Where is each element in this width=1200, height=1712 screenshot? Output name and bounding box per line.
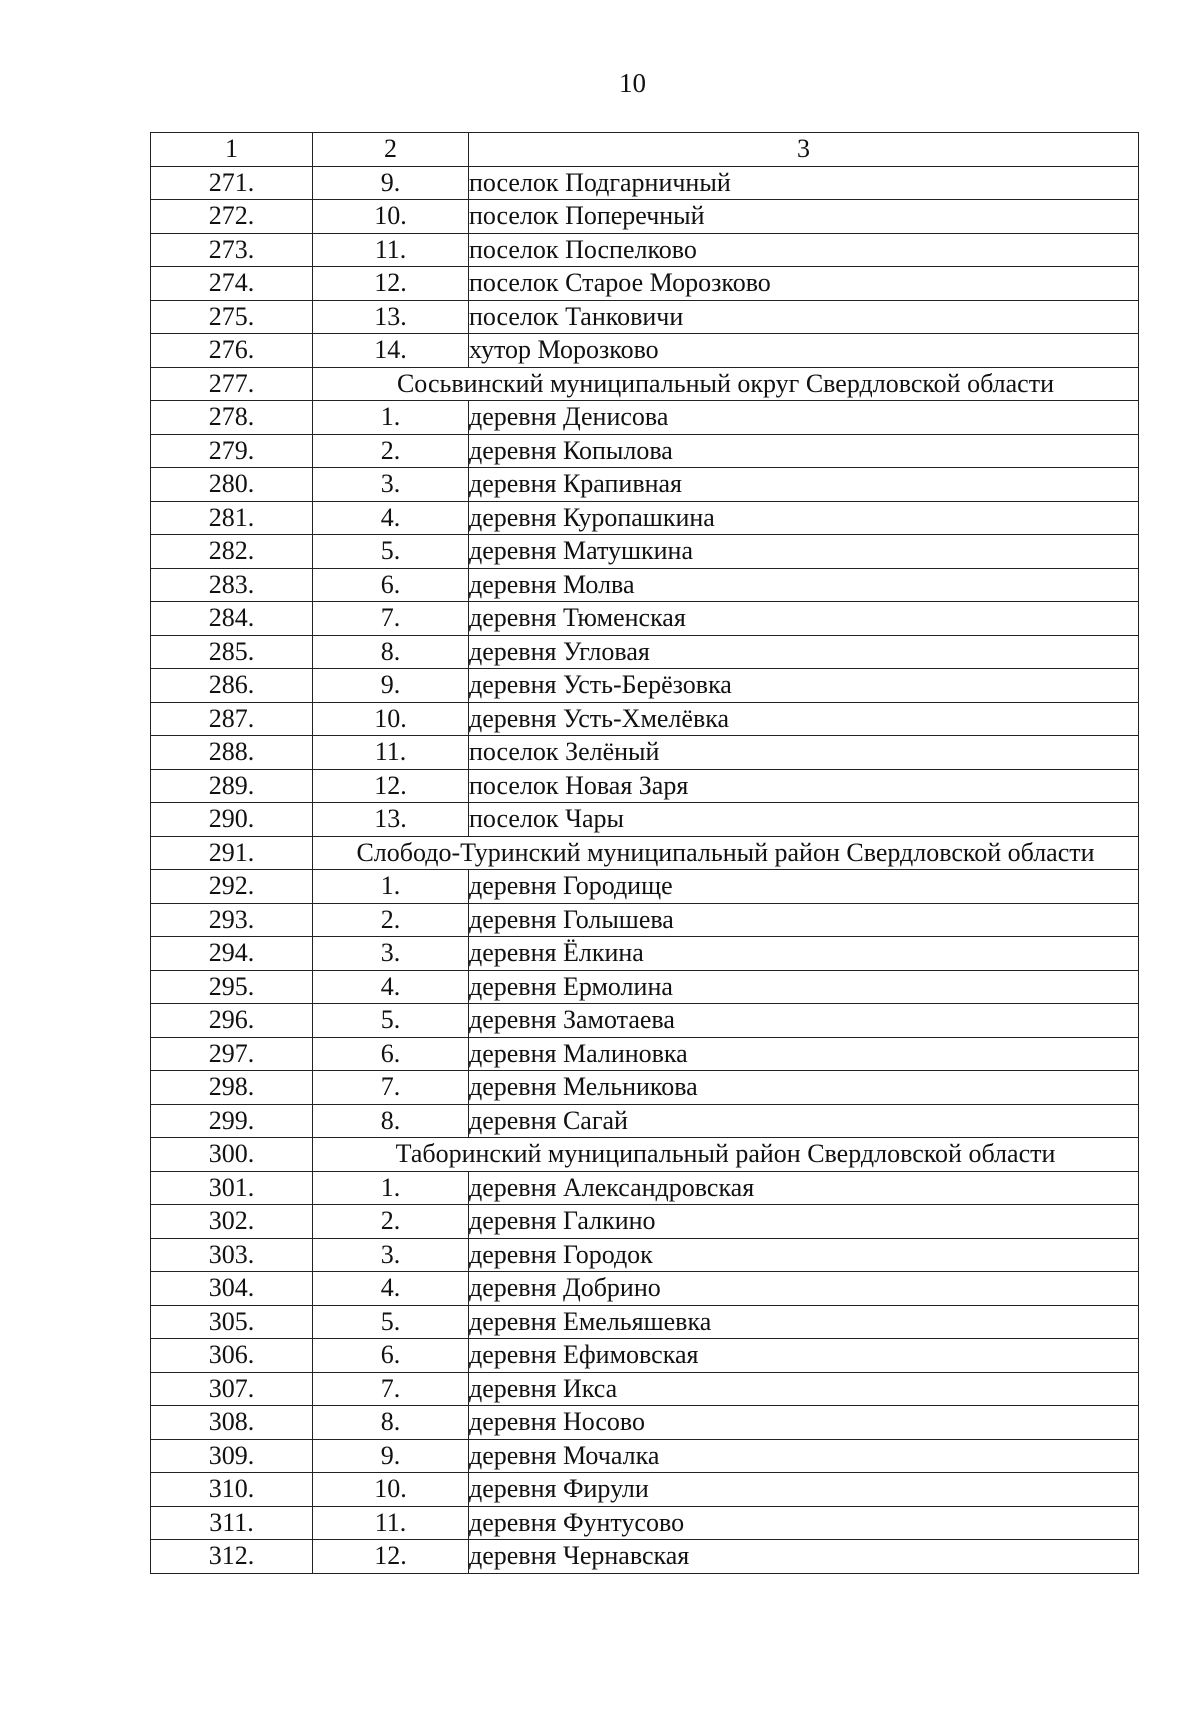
table-row	[151, 535, 1139, 569]
row-number: 306.	[151, 1339, 313, 1373]
row-number: 285.	[151, 635, 313, 669]
sub-number: 13.	[313, 803, 469, 837]
sub-number: 13.	[313, 300, 469, 334]
settlements-table	[150, 132, 1139, 1574]
row-number: 276.	[151, 334, 313, 368]
row-number: 294.	[151, 937, 313, 971]
row-number: 281.	[151, 501, 313, 535]
group-row	[151, 367, 1139, 401]
sub-number: 14.	[313, 334, 469, 368]
settlement-name: деревня Фунтусово	[469, 1506, 1139, 1540]
settlement-name: деревня Голышева	[469, 903, 1139, 937]
settlement-name: поселок Зелёный	[469, 736, 1139, 770]
table-row	[151, 970, 1139, 1004]
table-row	[151, 233, 1139, 267]
table-row	[151, 870, 1139, 904]
table-row	[151, 736, 1139, 770]
row-number: 297.	[151, 1037, 313, 1071]
row-number: 308.	[151, 1406, 313, 1440]
settlement-name: деревня Носово	[469, 1406, 1139, 1440]
group-row	[151, 836, 1139, 870]
sub-number: 7.	[313, 1071, 469, 1105]
settlement-name: поселок Танковичи	[469, 300, 1139, 334]
table-row	[151, 434, 1139, 468]
settlement-name: деревня Чернавская	[469, 1540, 1139, 1574]
sub-number: 7.	[313, 1372, 469, 1406]
sub-number: 10.	[313, 200, 469, 234]
table-row	[151, 501, 1139, 535]
table-row	[151, 803, 1139, 837]
settlement-name: деревня Тюменская	[469, 602, 1139, 636]
table-row	[151, 903, 1139, 937]
sub-number: 5.	[313, 1004, 469, 1038]
table-row	[151, 200, 1139, 234]
settlement-name: поселок Чары	[469, 803, 1139, 837]
sub-number: 11.	[313, 1506, 469, 1540]
sub-number: 3.	[313, 937, 469, 971]
row-number: 289.	[151, 769, 313, 803]
row-number: 291.	[151, 836, 313, 870]
sub-number: 9.	[313, 166, 469, 200]
row-number: 271.	[151, 166, 313, 200]
row-number: 296.	[151, 1004, 313, 1038]
row-number: 272.	[151, 200, 313, 234]
row-number: 279.	[151, 434, 313, 468]
settlement-name: деревня Копылова	[469, 434, 1139, 468]
row-number: 274.	[151, 267, 313, 301]
settlement-name: поселок Подгарничный	[469, 166, 1139, 200]
sub-number: 1.	[313, 870, 469, 904]
sub-number: 2.	[313, 1205, 469, 1239]
settlement-name: деревня Фирули	[469, 1473, 1139, 1507]
row-number: 307.	[151, 1372, 313, 1406]
sub-number: 11.	[313, 233, 469, 267]
row-number: 303.	[151, 1238, 313, 1272]
table-row	[151, 1071, 1139, 1105]
sub-number: 5.	[313, 1305, 469, 1339]
sub-number: 11.	[313, 736, 469, 770]
table-row	[151, 602, 1139, 636]
settlement-name: деревня Крапивная	[469, 468, 1139, 502]
sub-number: 6.	[313, 1339, 469, 1373]
table-row	[151, 1272, 1139, 1306]
table-row	[151, 1372, 1139, 1406]
row-number: 309.	[151, 1439, 313, 1473]
table-row	[151, 166, 1139, 200]
sub-number: 6.	[313, 568, 469, 602]
row-number: 312.	[151, 1540, 313, 1574]
sub-number: 2.	[313, 903, 469, 937]
settlement-name: поселок Поперечный	[469, 200, 1139, 234]
settlement-name: деревня Сагай	[469, 1104, 1139, 1138]
row-number: 301.	[151, 1171, 313, 1205]
table-row	[151, 334, 1139, 368]
sub-number: 12.	[313, 267, 469, 301]
table-row	[151, 401, 1139, 435]
settlement-name: деревня Городок	[469, 1238, 1139, 1272]
row-number: 310.	[151, 1473, 313, 1507]
table-row	[151, 1406, 1139, 1440]
table-row	[151, 568, 1139, 602]
sub-number: 4.	[313, 501, 469, 535]
table-row	[151, 937, 1139, 971]
row-number: 305.	[151, 1305, 313, 1339]
settlement-name: деревня Матушкина	[469, 535, 1139, 569]
table-row	[151, 267, 1139, 301]
table-row	[151, 1339, 1139, 1373]
settlement-name: деревня Мочалка	[469, 1439, 1139, 1473]
table-row	[151, 300, 1139, 334]
settlement-name: деревня Галкино	[469, 1205, 1139, 1239]
row-number: 277.	[151, 367, 313, 401]
row-number: 288.	[151, 736, 313, 770]
sub-number: 1.	[313, 401, 469, 435]
header-row	[151, 133, 1139, 167]
settlement-name: деревня Емельяшевка	[469, 1305, 1139, 1339]
table-row	[151, 1104, 1139, 1138]
settlement-name: деревня Ефимовская	[469, 1339, 1139, 1373]
row-number: 311.	[151, 1506, 313, 1540]
row-number: 299.	[151, 1104, 313, 1138]
municipality-heading: Сосьвинский муниципальный округ Свердловской области	[313, 367, 1139, 401]
table-row	[151, 1540, 1139, 1574]
sub-number: 8.	[313, 1406, 469, 1440]
table-row	[151, 769, 1139, 803]
settlement-name: деревня Ермолина	[469, 970, 1139, 1004]
table-row	[151, 1171, 1139, 1205]
sub-number: 9.	[313, 1439, 469, 1473]
row-number: 287.	[151, 702, 313, 736]
row-number: 295.	[151, 970, 313, 1004]
sub-number: 10.	[313, 702, 469, 736]
row-number: 293.	[151, 903, 313, 937]
settlement-name: поселок Старое Морозково	[469, 267, 1139, 301]
row-number: 275.	[151, 300, 313, 334]
settlement-name: поселок Новая Заря	[469, 769, 1139, 803]
row-number: 286.	[151, 669, 313, 703]
settlement-name: деревня Замотаева	[469, 1004, 1139, 1038]
settlement-name: деревня Денисова	[469, 401, 1139, 435]
settlement-name: деревня Ёлкина	[469, 937, 1139, 971]
table-row	[151, 468, 1139, 502]
header-col-1: 1	[151, 133, 313, 167]
row-number: 298.	[151, 1071, 313, 1105]
row-number: 292.	[151, 870, 313, 904]
sub-number: 3.	[313, 1238, 469, 1272]
sub-number: 12.	[313, 769, 469, 803]
settlement-name: хутор Морозково	[469, 334, 1139, 368]
settlement-name: деревня Икса	[469, 1372, 1139, 1406]
table-row	[151, 1037, 1139, 1071]
sub-number: 4.	[313, 1272, 469, 1306]
row-number: 273.	[151, 233, 313, 267]
header-col-3: 3	[469, 133, 1139, 167]
sub-number: 9.	[313, 669, 469, 703]
table-row	[151, 702, 1139, 736]
settlement-name: деревня Молва	[469, 568, 1139, 602]
table-row	[151, 669, 1139, 703]
settlement-name: деревня Малиновка	[469, 1037, 1139, 1071]
municipality-heading: Слободо-Туринский муниципальный район Свердловской области	[313, 836, 1139, 870]
settlement-name: поселок Поспелково	[469, 233, 1139, 267]
settlement-name: деревня Угловая	[469, 635, 1139, 669]
table-row	[151, 1506, 1139, 1540]
settlement-name: деревня Усть-Берёзовка	[469, 669, 1139, 703]
sub-number: 1.	[313, 1171, 469, 1205]
row-number: 302.	[151, 1205, 313, 1239]
settlement-name: деревня Усть-Хмелёвка	[469, 702, 1139, 736]
table-row	[151, 1205, 1139, 1239]
sub-number: 3.	[313, 468, 469, 502]
sub-number: 5.	[313, 535, 469, 569]
row-number: 300.	[151, 1138, 313, 1172]
settlement-name: деревня Городище	[469, 870, 1139, 904]
sub-number: 6.	[313, 1037, 469, 1071]
table-body	[151, 133, 1139, 1574]
table-row	[151, 1439, 1139, 1473]
row-number: 280.	[151, 468, 313, 502]
sub-number: 10.	[313, 1473, 469, 1507]
row-number: 283.	[151, 568, 313, 602]
row-number: 290.	[151, 803, 313, 837]
settlement-name: деревня Мельникова	[469, 1071, 1139, 1105]
table-row	[151, 1473, 1139, 1507]
sub-number: 8.	[313, 635, 469, 669]
settlement-name: деревня Добрино	[469, 1272, 1139, 1306]
sub-number: 8.	[313, 1104, 469, 1138]
sub-number: 12.	[313, 1540, 469, 1574]
table-row	[151, 1305, 1139, 1339]
row-number: 284.	[151, 602, 313, 636]
page-number: 10	[619, 68, 646, 98]
table-row	[151, 1238, 1139, 1272]
municipality-heading: Таборинский муниципальный район Свердловской области	[313, 1138, 1139, 1172]
sub-number: 2.	[313, 434, 469, 468]
sub-number: 4.	[313, 970, 469, 1004]
row-number: 304.	[151, 1272, 313, 1306]
header-col-2: 2	[313, 133, 469, 167]
settlement-name: деревня Куропашкина	[469, 501, 1139, 535]
row-number: 282.	[151, 535, 313, 569]
settlement-name: деревня Александровская	[469, 1171, 1139, 1205]
sub-number: 7.	[313, 602, 469, 636]
table-row	[151, 1004, 1139, 1038]
row-number: 278.	[151, 401, 313, 435]
table-row	[151, 635, 1139, 669]
group-row	[151, 1138, 1139, 1172]
